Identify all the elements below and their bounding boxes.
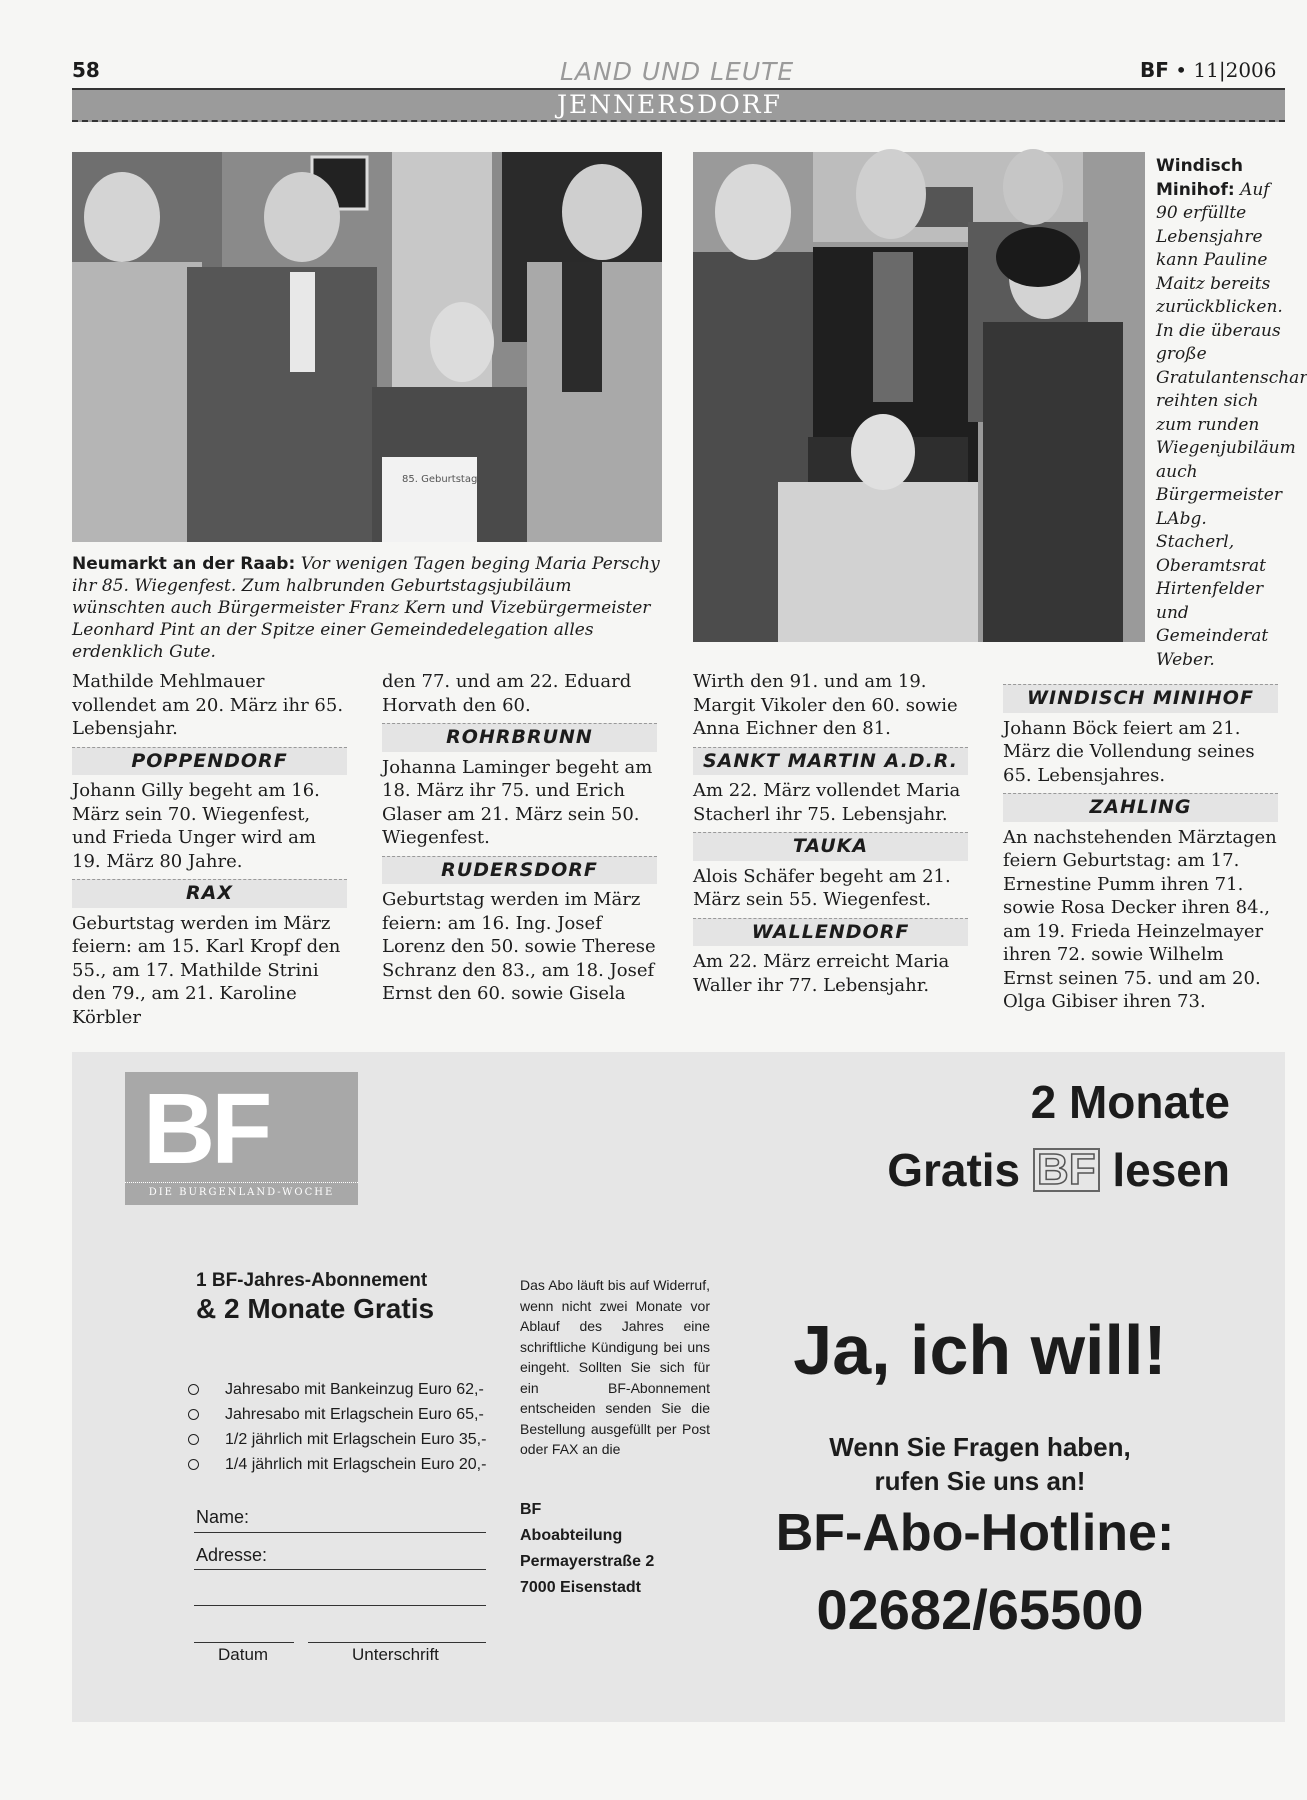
ad-question: [800, 1430, 1160, 1498]
option-label: Jahresabo mit Bankeinzug Euro 62,-: [225, 1380, 484, 1398]
village-heading-windisch-minihof: WINDISCH MINIHOF: [1003, 684, 1278, 713]
column-text: Geburtstag werden im März feiern: am 16. Ing. Josef Lorenz den 50. sowie Therese Schranz den 83., am 18. Josef Ernst den 60. sowie Gisela: [382, 889, 656, 1004]
issue-number: 11|2006: [1193, 58, 1277, 82]
name-label: Name:: [196, 1507, 250, 1527]
offer-subtitle: & 2 Monate Gratis: [196, 1293, 435, 1324]
village-heading-wallendorf: WALLENDORF: [693, 918, 968, 947]
address-field-line-2[interactable]: [194, 1605, 486, 1606]
date-field-line[interactable]: [194, 1642, 294, 1643]
signature-label: Unterschrift: [352, 1645, 439, 1664]
column-text: den 77. und am 22. Eduard Horvath den 60.: [382, 671, 632, 716]
column-text: Wirth den 91. und am 19. Margit Vikoler den 60. sowie Anna Eichner den 81.: [693, 671, 958, 739]
bf-logo-subtitle: DIE BURGENLAND-WOCHE: [125, 1182, 358, 1198]
column-text: Johanna Laminger begeht am 18. März ihr 75. und Erich Glaser am 21. März sein 50. Wiegenfest.: [382, 756, 653, 848]
caption-neumarkt-text: Vor wenigen Tagen beging Maria Perschy ihr 85. Wiegenfest. Zum halbrunden Geburtstagsjubiläum wünschten auch Bürgermeister Franz Kern und Vizebürgermeister Leonhard Pint an der Spitze einer Gemeindedelegation alles erdenklich Gute.: [72, 554, 660, 662]
name-field-line[interactable]: [194, 1532, 486, 1533]
page-number: 58: [72, 58, 100, 82]
subscription-option[interactable]: [188, 1427, 486, 1452]
ad-headline-1: 2 Monate: [1030, 1076, 1230, 1128]
ad-question-line: Wenn Sie Fragen haben,: [829, 1432, 1131, 1462]
column-text: Mathilde Mehlmauer vollendet am 20. März ihr 65. Lebensjahr.: [72, 671, 344, 739]
village-heading-rohrbrunn: ROHRBRUNN: [382, 723, 657, 752]
date-label: Datum: [218, 1645, 269, 1664]
region-title: JENNERSDORF: [557, 90, 782, 119]
ad-headline-lesen: lesen: [1112, 1144, 1230, 1196]
option-label: 1/4 jährlich mit Erlagschein Euro 20,-: [225, 1455, 487, 1473]
offer-title: 1 BF-Jahres-Abonnement: [196, 1270, 428, 1291]
birthday-column-2: [382, 670, 657, 1006]
caption-neumarkt: [72, 553, 662, 663]
village-heading-poppendorf: POPPENDORF: [72, 747, 347, 776]
address-label: Adresse:: [196, 1545, 268, 1565]
address-line: Permayerstraße 2: [520, 1553, 655, 1570]
signature-field-line[interactable]: [308, 1642, 486, 1643]
bf-logo: [125, 1072, 358, 1205]
ad-headline-gratis: Gratis: [887, 1144, 1021, 1196]
village-heading-tauka: TAUKA: [693, 832, 968, 861]
ad-question-line: rufen Sie uns an!: [874, 1466, 1086, 1496]
caption-windisch-text: Auf 90 erfüllte Lebensjahre kann Pauline Maitz bereits zurückblicken. In die überaus große Gratulantenschar reihten sich zum runden Wiegenjubiläum auch Bürgermeister LAbg. Stacherl, Oberamtsrat Hirtenfelder und Gemeinderat Weber.: [1156, 179, 1307, 670]
subscription-options: [188, 1377, 486, 1477]
village-heading-zahling: ZAHLING: [1003, 793, 1278, 822]
option-label: Jahresabo mit Erlagschein Euro 65,-: [225, 1405, 484, 1423]
bf-logo-letters: BF: [143, 1073, 269, 1185]
region-banner: [72, 90, 1285, 122]
radio-circle-icon[interactable]: [188, 1384, 199, 1395]
column-text: Am 22. März erreicht Maria Waller ihr 77. Lebensjahr.: [693, 951, 950, 996]
village-heading-rax: RAX: [72, 879, 347, 908]
certificate-text: 85. Geburtstag: [402, 474, 478, 485]
caption-windisch-minihof: [1156, 155, 1307, 672]
publication-name: BF: [1140, 58, 1169, 82]
radio-circle-icon[interactable]: [188, 1434, 199, 1445]
bf-outline-logo: BF: [1033, 1148, 1100, 1192]
address-line: Aboabteilung: [520, 1527, 623, 1544]
ad-cta: Ja, ich will!: [793, 1311, 1167, 1389]
subscription-option[interactable]: [188, 1377, 486, 1402]
address-field-line[interactable]: [194, 1569, 486, 1570]
village-heading-sankt-martin: SANKT MARTIN A.D.R.: [693, 747, 968, 776]
subscription-option[interactable]: [188, 1402, 486, 1427]
issue-info: BF • 11|2006: [1140, 58, 1277, 82]
photo-windisch-minihof: [693, 152, 1145, 642]
photo-neumarkt: [72, 152, 662, 542]
birthday-column-1: [72, 670, 347, 1029]
village-heading-rudersdorf: RUDERSDORF: [382, 856, 657, 885]
birthday-column-4: [1003, 678, 1278, 1014]
caption-windisch-place: Windisch Minihof:: [1156, 156, 1243, 200]
column-text: Geburtstag werden im März feiern: am 15. Karl Kropf den 55., am 17. Mathilde Strini den 79., am 21. Karoline Körbler: [72, 912, 341, 1028]
column-text: Johann Gilly begeht am 16. März sein 70. Wiegenfest, und Frieda Unger wird am 19. März 80 Jahre.: [72, 780, 320, 872]
column-text: Johann Böck feiert am 21. März die Vollendung seines 65. Lebensjahres.: [1003, 717, 1255, 786]
section-title: LAND UND LEUTE: [560, 57, 795, 86]
address-line: BF: [520, 1501, 542, 1518]
option-label: 1/2 jährlich mit Erlagschein Euro 35,-: [225, 1430, 487, 1448]
caption-neumarkt-place: Neumarkt an der Raab:: [72, 554, 296, 574]
ad-phone-number[interactable]: 02682/65500: [816, 1578, 1144, 1641]
column-text: Am 22. März vollendet Maria Stacherl ihr 75. Lebensjahr.: [693, 780, 961, 825]
ad-headline-2: [800, 1143, 1230, 1197]
column-text: An nachstehenden Märztagen feiern Geburtstag: am 17. Ernestine Pumm ihren 71. sowie Rosa Decker ihren 84., am 19. Frieda Heinzelmayer ihren 72. sowie Wilhelm Ernst seinen 75. und am 20. Olga Gibiser ihren 73.: [1003, 826, 1277, 1012]
address-line: 7000 Eisenstadt: [520, 1579, 641, 1596]
birthday-column-3: [693, 670, 968, 997]
ad-hotline-label: BF-Abo-Hotline:: [775, 1504, 1175, 1562]
column-text: Alois Schäfer begeht am 21. März sein 55. Wiegenfest.: [693, 865, 951, 910]
ad-address: [520, 1497, 654, 1601]
ad-small-print: Das Abo läuft bis auf Widerruf, wenn nicht zwei Monate vor Ablauf des Jahres eine schriftliche Kündigung bei uns eingeht. Sollten Sie sich für ein BF-Abonnement entscheiden senden Sie die Bestellung ausgefüllt per Post oder FAX an die: [520, 1277, 710, 1457]
radio-circle-icon[interactable]: [188, 1409, 199, 1420]
radio-circle-icon[interactable]: [188, 1459, 199, 1470]
subscription-option[interactable]: [188, 1452, 486, 1477]
